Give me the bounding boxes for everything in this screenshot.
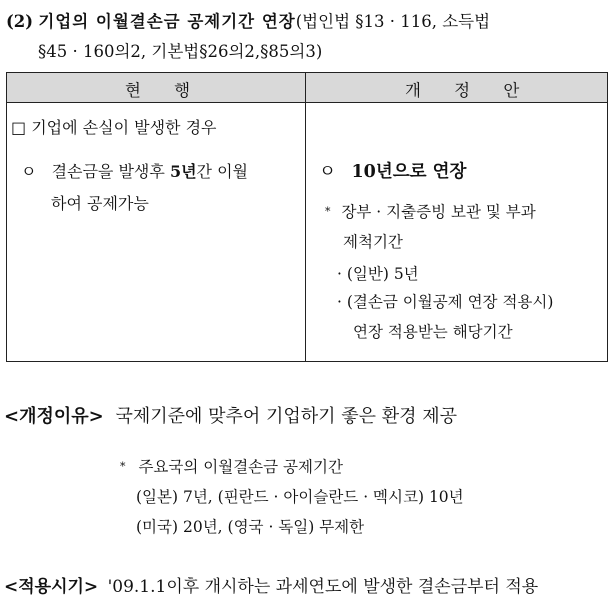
section-title xyxy=(6,10,490,34)
column-divider xyxy=(305,73,306,361)
proposed-sub-1: · (일반) 5년 xyxy=(337,265,419,283)
effective-line xyxy=(4,574,538,600)
effective-text: '09.1.1이후 개시하는 과세연도에 발생한 결손금부터 적용 xyxy=(107,577,539,597)
bullet: ㅇ xyxy=(21,162,37,181)
legal-reference: (법인법 §13 · 116, 소득법 xyxy=(295,12,491,31)
reason-note-line-1: (일본) 7년, (핀란드 · 아이슬란드 · 멕시코) 10년 xyxy=(136,488,464,506)
section-number: (2) xyxy=(6,12,34,31)
reason-note-line-2: (미국) 20년, (영국 · 독일) 무제한 xyxy=(136,518,365,536)
proposed-item-1: ㅇ 10년으로 연장 xyxy=(319,162,467,182)
reason-note-title: * 주요국의 이월결손금 공제기간 xyxy=(120,458,343,476)
proposed-sub-2: · (결손금 이월공제 연장 적용시) xyxy=(337,293,554,311)
proposed-note-cont: 제척기간 xyxy=(343,233,403,251)
bullet: ㅇ xyxy=(319,162,336,182)
legal-reference-cont: §45 · 160의2, 기본법§26의2,§85의3) xyxy=(38,42,323,61)
proposed-note: * 장부 · 지출증빙 보관 및 부과 xyxy=(325,203,536,221)
proposed-sub-2-cont: 연장 적용받는 해당기간 xyxy=(353,323,513,341)
effective-label: <적용시기> xyxy=(4,577,99,597)
table-header xyxy=(7,73,607,103)
current-item-2-cont: 하여 공제가능 xyxy=(51,194,149,213)
reason-text: 국제기준에 맞추어 기업하기 좋은 환경 제공 xyxy=(115,406,458,427)
reason-line xyxy=(4,404,457,430)
current-item-2: ㅇ 결손금을 발생후 5년간 이월 xyxy=(21,162,248,181)
reason-label: <개정이유> xyxy=(4,406,104,427)
section-heading: 기업의 이월결손금 공제기간 연장 xyxy=(38,12,296,31)
comparison-table xyxy=(6,72,608,362)
column-header-proposed: 개 정 안 xyxy=(405,81,534,100)
column-header-current: 현 행 xyxy=(125,81,205,100)
current-item-1: □ 기업에 손실이 발생한 경우 xyxy=(11,118,217,137)
